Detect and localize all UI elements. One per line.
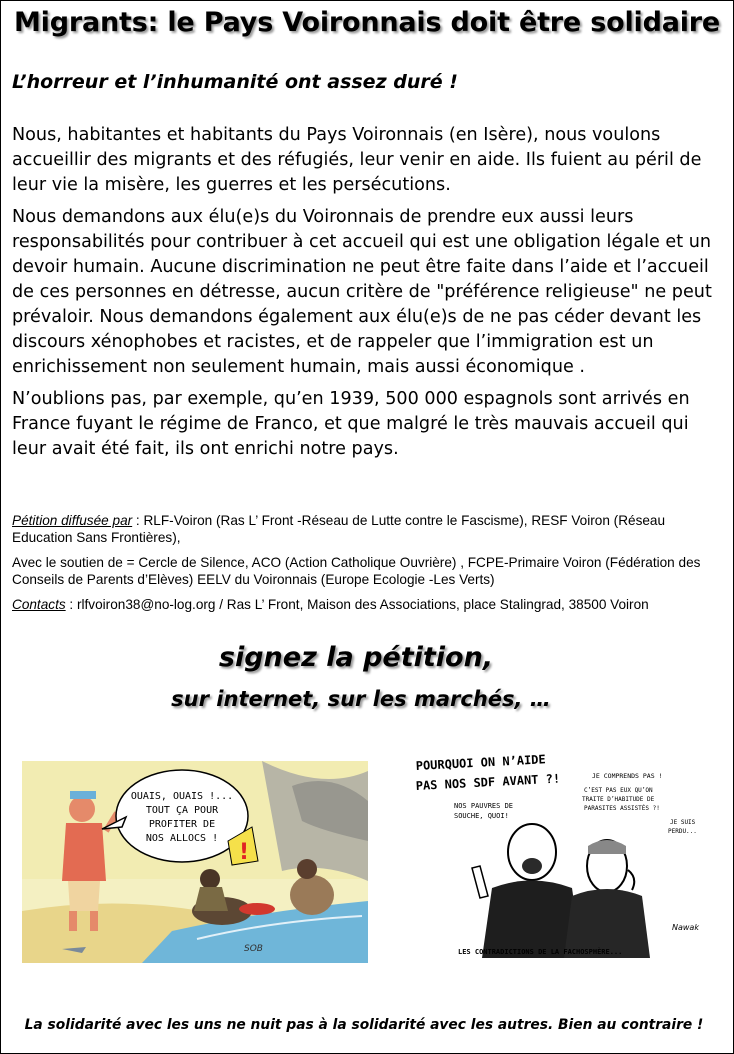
- cartoon-left-signature: SOB: [244, 944, 263, 954]
- cartoon-right-left-speech-1: NOS PAUVRES DE: [454, 802, 514, 810]
- cartoon-left-exclaim: !: [238, 840, 250, 865]
- contacts-label: Contacts: [12, 597, 66, 612]
- cartoon-right-headline-line1: POURQUOI ON N’AIDE: [415, 752, 547, 773]
- cartoon-right-speech-2a: C’EST PAS EUX QU’ON: [584, 787, 653, 794]
- body-text: [12, 123, 724, 469]
- cartoon-right-left-speech-2: SOUCHE, QUOI!: [454, 812, 509, 820]
- cartoon-left-bubble-line1: OUAIS, OUAIS !...: [130, 791, 234, 802]
- sign-petition-heading: signez la pétition,: [218, 642, 494, 673]
- paragraph-history: N’oublions pas, par exemple, qu’en 1939, 500 000 espagnols sont arrivés en France fuyant le régime de Franco, et que malgré le très mauvais accueil qui leur avait été fait, ils ont enrichi notre pays.: [12, 389, 690, 459]
- petition-label: Pétition diffusée par: [12, 513, 133, 528]
- cartoon-right: [402, 748, 720, 967]
- cartoon-right-caption: LES CONTRADICTIONS DE LA FACHOSPHÈRE...: [458, 948, 623, 956]
- cartoon-right-speech-2b: TRAITE D’HABITUDE DE: [582, 796, 655, 803]
- cartoon-left-bubble-line3: PROFITER DE: [148, 819, 216, 830]
- petition-text: : RLF-Voiron (Ras L’ Front -Réseau de Lutte contre le Fascisme), RESF Voiron (Réseau Education Sans Frontières),: [12, 513, 666, 545]
- support-text: Avec le soutien de = Cercle de Silence, ACO (Action Catholique Ouvrière) , FCPE-Primaire Voiron (Fédération des Conseils de Parents d’Elèves) EELV du Voironnais (Europe Ecologie -Les Verts): [12, 555, 701, 587]
- cartoon-right-speech-1: JE COMPRENDS PAS !: [592, 772, 663, 780]
- cartoon-left-illustration: [22, 761, 368, 963]
- petition-distributors: [12, 512, 724, 546]
- cartoon-right-headline-line2: PAS NOS SDF AVANT ?!: [415, 771, 561, 793]
- contacts-text: : rlfvoiron38@no-log.org / Ras L’ Front, Maison des Associations, place Stalingrad, 38500 Voiron: [65, 597, 649, 612]
- cartoon-right-speech-3a: JE SUIS: [670, 819, 696, 826]
- cartoon-right-illustration: [402, 748, 720, 967]
- footer-slogan: La solidarité avec les uns ne nuit pas à la solidarité avec les autres. Bien au contraire !: [24, 1017, 704, 1033]
- lead-text: L’horreur et l’inhumanité ont assez duré !: [12, 71, 458, 93]
- paragraph-demands: Nous demandons aux élu(e)s du Voironnais de prendre eux aussi leurs responsabilités pour contribuer à cet accueil qui est une obligation légale et un devoir humain. Aucune discrimination ne peut être faite dans l’aide et l’accueil de ces personnes en détresse, aucun critère de "préférence religieuse" ne peut prévaloir. Nous demandons également aux élu(e)s de ne pas céder devant les discours xénophobes et racistes, et de rappeler que l’immigration est un enrichissement non seulement humain, mais aussi économique .: [12, 207, 712, 377]
- page-title: Migrants: le Pays Voironnais doit être solidaire: [14, 7, 720, 38]
- cartoon-right-speech-3b: PERDU...: [668, 828, 697, 835]
- sign-petition-subheading: sur internet, sur les marchés, …: [171, 687, 551, 711]
- paragraph-intro: Nous, habitantes et habitants du Pays Voironnais (en Isère), nous voulons accueillir des migrants et des réfugiés, leur venir en aide. Ils fuient au péril de leur vie la misère, les guerres et les persécutions.: [12, 125, 702, 195]
- cartoon-left-bubble-line4: NOS ALLOCS !: [145, 833, 219, 844]
- cartoon-right-speech-2c: PARASITES ASSISTÉS ?!: [584, 805, 660, 812]
- cartoon-left-bubble-line2: TOUT ÇA POUR: [145, 805, 219, 816]
- cartoon-left: [22, 761, 368, 963]
- cartoon-right-signature: Nawak: [672, 923, 699, 932]
- contacts-line: [12, 596, 724, 613]
